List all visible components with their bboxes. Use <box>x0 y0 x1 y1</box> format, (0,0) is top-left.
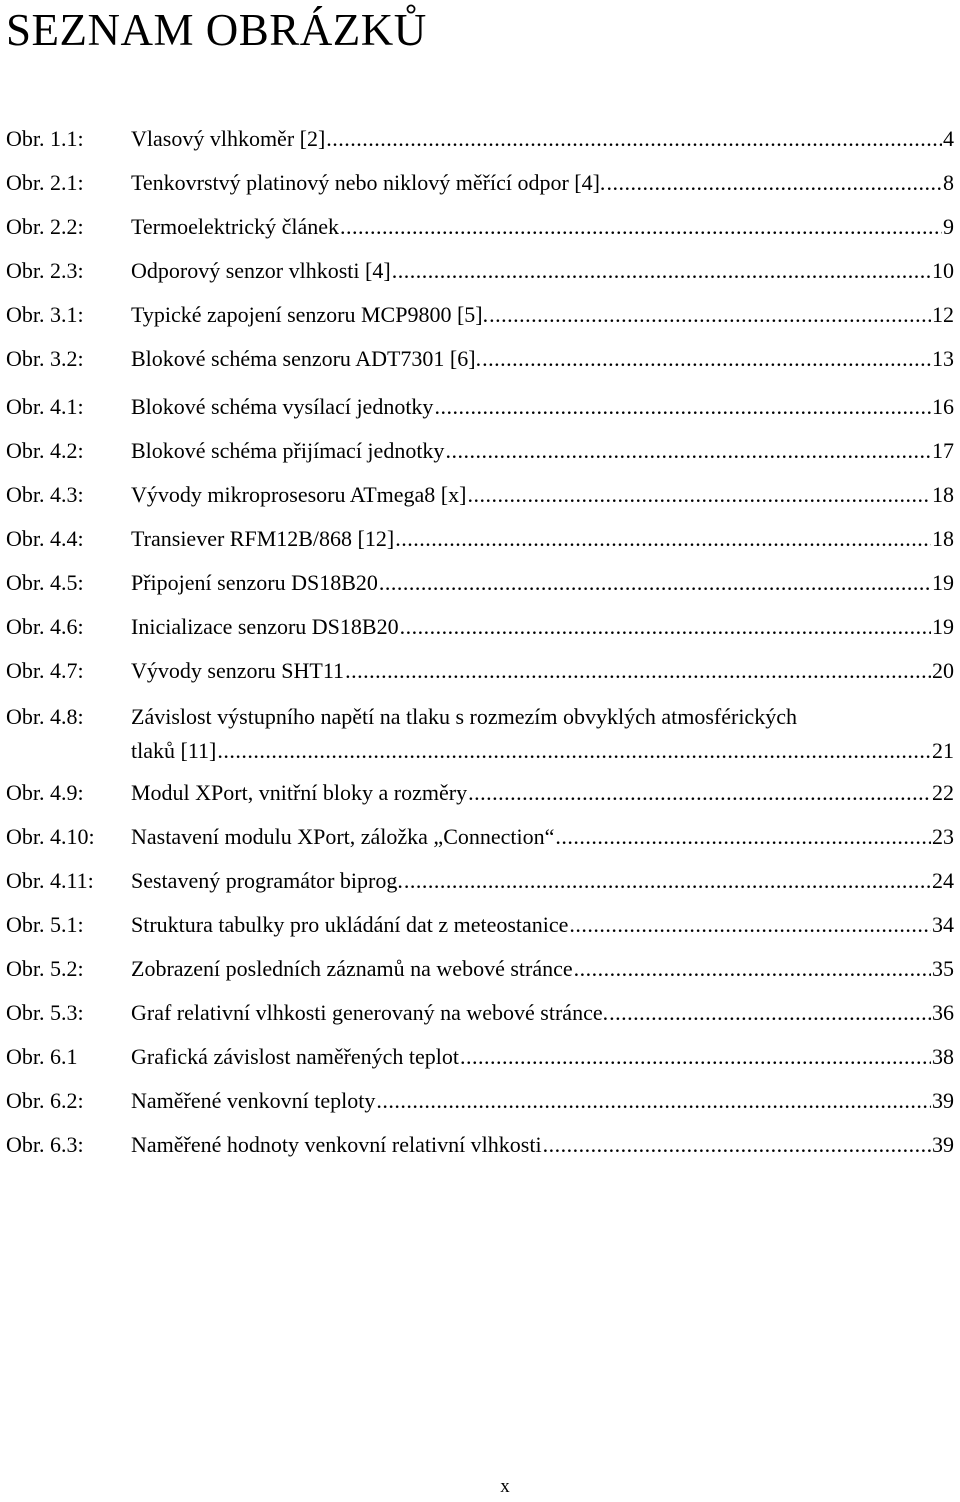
toc-entry[interactable] <box>0 820 954 854</box>
figure-caption: Blokové schéma vysílací jednotky <box>131 394 434 419</box>
page-ref: 22 <box>932 780 954 805</box>
toc-entry[interactable] <box>0 166 954 200</box>
figure-caption: Vývody senzoru SHT11 <box>131 658 345 683</box>
toc-entry[interactable] <box>0 1128 954 1162</box>
page-ref: 10 <box>932 258 954 283</box>
page-number: x <box>500 1476 510 1497</box>
toc-entry[interactable] <box>0 478 954 512</box>
figure-caption-continued: tlaků [11] <box>131 738 217 763</box>
figure-label: Obr. 4.2: <box>6 438 84 463</box>
toc-entry[interactable] <box>0 210 954 244</box>
dot-leader <box>468 776 931 810</box>
figure-label: Obr. 4.4: <box>6 526 84 551</box>
figure-caption: Sestavený programátor biprog. <box>131 868 403 893</box>
page-ref: 34 <box>932 912 954 937</box>
page-ref: 38 <box>932 1044 954 1069</box>
figure-caption: Vlasový vlhkoměr [2] <box>131 126 326 151</box>
dot-leader <box>340 210 942 244</box>
dot-leader <box>460 1040 931 1074</box>
figure-label: Obr. 5.2: <box>6 956 84 981</box>
figure-caption: Modul XPort, vnitřní bloky a rozměry <box>131 780 468 805</box>
figure-label: Obr. 6.2: <box>6 1088 84 1113</box>
page-ref: 19 <box>932 614 954 639</box>
figure-caption: Zobrazení posledních záznamů na webové stránce <box>131 956 573 981</box>
page-ref: 8 <box>943 170 954 195</box>
figure-caption: Závislost výstupního napětí na tlaku s rozmezím obvyklých atmosférických <box>131 704 797 729</box>
figure-caption: Transiever RFM12B/868 [12] <box>131 526 395 551</box>
figure-label: Obr. 1.1: <box>6 126 84 151</box>
dot-leader <box>569 908 931 942</box>
page-ref: 20 <box>932 658 954 683</box>
figure-caption: Odporový senzor vlhkosti [4] <box>131 258 391 283</box>
dot-leader <box>489 298 931 332</box>
toc-entry[interactable] <box>0 654 954 688</box>
page-ref: 16 <box>932 394 954 419</box>
dot-leader <box>482 342 931 376</box>
figure-caption: Grafická závislost naměřených teplot <box>131 1044 460 1069</box>
dot-leader <box>400 610 931 644</box>
figure-label: Obr. 4.3: <box>6 482 84 507</box>
page-ref: 4 <box>943 126 954 151</box>
dot-leader <box>404 864 931 898</box>
dot-leader <box>434 390 931 424</box>
figure-caption: Naměřené hodnoty venkovní relativní vlhkosti <box>131 1132 542 1157</box>
figure-label: Obr. 5.3: <box>6 1000 84 1025</box>
toc-entry[interactable] <box>0 122 954 156</box>
page-ref: 36 <box>932 1000 954 1025</box>
dot-leader <box>345 654 931 688</box>
page-ref: 13 <box>932 346 954 371</box>
page-ref: 39 <box>932 1132 954 1157</box>
toc-entry[interactable] <box>0 566 954 600</box>
toc-entry[interactable] <box>0 1084 954 1118</box>
figure-caption: Termoelektrický článek <box>131 214 339 239</box>
page-ref: 39 <box>932 1088 954 1113</box>
figure-label: Obr. 3.1: <box>6 302 84 327</box>
page-ref: 21 <box>932 738 954 763</box>
figure-caption: Vývody mikroprosesoru ATmega8 [x] <box>131 482 467 507</box>
toc-entry[interactable] <box>0 298 954 332</box>
figure-caption: Tenkovrstvý platinový nebo niklový měřící odpor [4]. <box>131 170 606 195</box>
toc-entry[interactable] <box>0 254 954 288</box>
page-ref: 19 <box>932 570 954 595</box>
page-title: SEZNAM OBRÁZKŮ <box>6 5 427 55</box>
figure-caption: Naměřené venkovní teploty <box>131 1088 376 1113</box>
figure-label: Obr. 2.3: <box>6 258 84 283</box>
figure-caption: Typické zapojení senzoru MCP9800 [5]. <box>131 302 489 327</box>
figure-label: Obr. 2.1: <box>6 170 84 195</box>
figure-label: Obr. 4.1: <box>6 394 84 419</box>
toc-entry[interactable] <box>0 610 954 644</box>
figure-label: Obr. 6.1 <box>6 1044 78 1069</box>
page-ref: 24 <box>932 868 954 893</box>
figure-label: Obr. 4.7: <box>6 658 84 683</box>
toc-entry[interactable] <box>0 952 954 986</box>
figure-label: Obr. 4.8: <box>6 704 84 729</box>
figure-caption: Graf relativní vlhkosti generovaný na webové stránce. <box>131 1000 609 1025</box>
figure-label: Obr. 4.5: <box>6 570 84 595</box>
dot-leader <box>467 478 931 512</box>
dot-leader <box>445 434 931 468</box>
toc-entry[interactable] <box>0 522 954 556</box>
figure-caption: Inicializace senzoru DS18B20 <box>131 614 399 639</box>
toc-entry[interactable] <box>0 864 954 898</box>
figure-label: Obr. 5.1: <box>6 912 84 937</box>
figure-label: Obr. 6.3: <box>6 1132 84 1157</box>
figure-caption: Blokové schéma přijímací jednotky <box>131 438 445 463</box>
toc-entry[interactable] <box>0 700 954 768</box>
toc-entry[interactable] <box>0 342 954 376</box>
toc-entry[interactable] <box>0 1040 954 1074</box>
page-ref: 17 <box>932 438 954 463</box>
page-ref: 9 <box>943 214 954 239</box>
page-ref: 18 <box>932 526 954 551</box>
dot-leader <box>376 1084 931 1118</box>
dot-leader <box>379 566 931 600</box>
page-ref: 12 <box>932 302 954 327</box>
dot-leader <box>217 734 931 768</box>
dot-leader <box>326 122 942 156</box>
dot-leader <box>395 522 931 556</box>
figure-label: Obr. 2.2: <box>6 214 84 239</box>
figure-caption: Blokové schéma senzoru ADT7301 [6]. <box>131 346 482 371</box>
figure-label: Obr. 4.11: <box>6 868 94 893</box>
toc-entry[interactable] <box>0 996 954 1030</box>
dot-leader <box>574 952 931 986</box>
dot-leader <box>543 1128 931 1162</box>
page-ref: 35 <box>932 956 954 981</box>
toc-entry[interactable] <box>0 434 954 468</box>
dot-leader <box>392 254 931 288</box>
figure-label: Obr. 3.2: <box>6 346 84 371</box>
toc-entry[interactable] <box>0 908 954 942</box>
page-ref: 23 <box>932 824 954 849</box>
dot-leader <box>609 996 931 1030</box>
figure-label: Obr. 4.6: <box>6 614 84 639</box>
dot-leader <box>606 166 942 200</box>
figure-caption: Nastavení modulu XPort, záložka „Connection“ <box>131 824 555 849</box>
dot-leader <box>555 820 931 854</box>
page-ref: 18 <box>932 482 954 507</box>
figure-caption: Struktura tabulky pro ukládání dat z meteostanice <box>131 912 569 937</box>
figure-label: Obr. 4.10: <box>6 824 95 849</box>
toc-entry[interactable] <box>0 776 954 810</box>
figure-label: Obr. 4.9: <box>6 780 84 805</box>
figure-caption: Připojení senzoru DS18B20 <box>131 570 378 595</box>
toc-entry[interactable] <box>0 390 954 424</box>
